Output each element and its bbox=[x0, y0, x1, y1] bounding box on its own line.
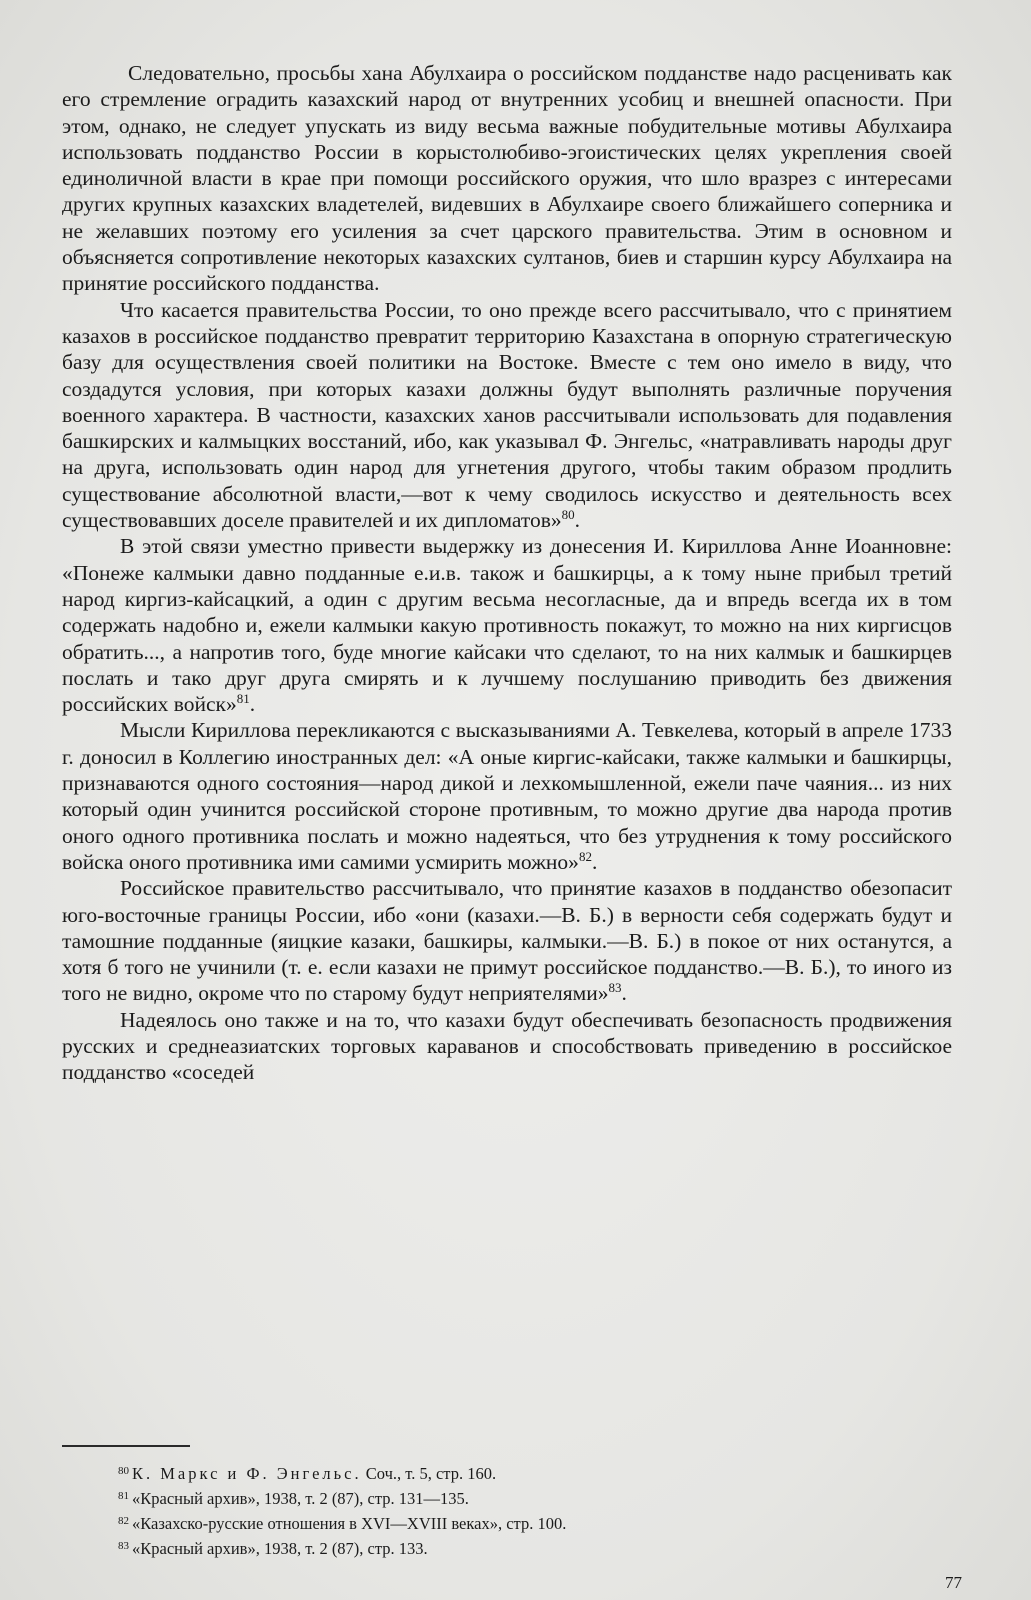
paragraph-4-end: . bbox=[591, 849, 598, 874]
paragraph-2-text: Что касается правительства России, то оно прежде всего рассчитывало, что с принятием казахов в российское подданство превратит территорию Казахстана в опорную стратегическую базу для осуществления своей политики на Востоке. Вместе с тем оно имело в виду, что создадутся условия, при которых казахи должны будут выполнять различные поручения военного характера. В частности, казахских ханов рассчитывали использовать для подавления башкирских и калмыцких восстаний, ибо, как указывал Ф. Энгельс, «натравливать народы друг на друга, использовать один народ для угнетения другого, чтобы таким образом продлить существование абсолютной власти,—вот к чему сводилось искусство и деятельность всех существовавших доселе правителей и их дипломатов» bbox=[62, 297, 952, 533]
paragraph-5-text: Российское правительство рассчитывало, что принятие казахов в подданство обезопасит юго-восточные границы России, ибо «они (казахи.—В. Б.) в верности себя содержать будут и тамошние подданные (яицкие казаки, башкиры, калмыки.—В. Б.) в покое от них останутся, а хотя б того не учинили (т. е. если казахи не примут российское подданство.—В. Б.), то иного из того не видно, окроме что по старому будут неприятелями» bbox=[62, 876, 952, 1006]
paragraph-6 bbox=[62, 1007, 952, 1086]
footnote-text: «Казахско-русские отношения в XVI—XVIII веках», стр. 100. bbox=[132, 1514, 567, 1533]
paragraph-4-text: Мысли Кириллова перекликаются с высказываниями А. Тевкелева, который в апреле 1733 г. доносил в Коллегию иностранных дел: «А оные киргис-кайсаки, также калмыки и башкирцы, признаваются одного состояния—народ дикой и лехкомышленной, ежели паче чаяния... из них который один учинится российской стороне противным, то можно другие два народа против оного одного противника послать и можно надеяться, что без утруднения к тому российского войска оного противника ими самими усмирить можно» bbox=[62, 718, 952, 874]
paragraph-3-text: В этой связи уместно привести выдержку из донесения И. Кириллова Анне Иоанновне: «Понеже калмыки давно подданные е.и.в. також и башкирцы, а к тому ныне прибыл третий народ киргиз-кайсацкий, а один с другим весьма несогласные, да и впредь всегда их в том содержать надобно и, ежели калмыки какую противность покажут, то можно на них киргисцов обратить..., а напротив того, буде многие кайсаки что сделают, то на них калмык и башкирцев послать и тако друг друга смирять и к лучшему послушанию приводить без движения российских войск» bbox=[62, 534, 952, 717]
footnote-number: 82 bbox=[118, 1515, 129, 1527]
main-text bbox=[62, 60, 952, 1086]
paragraph-1 bbox=[62, 60, 952, 297]
paragraph-4 bbox=[62, 717, 952, 875]
paragraph-1-text: Следовательно, просьбы хана Абулхаира о российском подданстве надо расценивать как его стремление оградить казахский народ от внутренних усобиц и внешней опасности. При этом, однако, не следует упускать из виду весьма важные побудительные мотивы Абулхаира использовать подданство России в корыстолюбиво-эгоистических целях укрепления своей единоличной власти в крае при помощи российского оружия, что шло вразрез с интересами других крупных казахских владетелей, видевших в Абулхаире своего ближайшего соперника и не желавших поэтому его усиления за счет царского правительства. Этим в основном и объясняется сопротивление некоторых казахских султанов, биев и старшин курсу Абулхаира на принятие российского подданства. bbox=[62, 61, 952, 296]
footnote-number: 81 bbox=[118, 1490, 129, 1502]
footnote-ref-81: 81 bbox=[236, 691, 250, 707]
footnotes bbox=[118, 1460, 918, 1560]
footnote-ref-80: 80 bbox=[561, 507, 575, 523]
paragraph-6-text: Надеялось оно также и на то, что казахи будут обеспечивать безопасность продвижения русских и среднеазиатских торговых караванов и способствовать приведению в российское подданство «соседей bbox=[62, 1007, 952, 1085]
footnote-separator bbox=[62, 1445, 190, 1447]
paragraph-5-end: . bbox=[621, 981, 627, 1006]
page-number: 77 bbox=[945, 1573, 962, 1592]
footnote-text: «Красный архив», 1938, т. 2 (87), стр. 131—135. bbox=[132, 1489, 469, 1508]
footnote-text: Соч., т. 5, стр. 160. bbox=[365, 1464, 497, 1483]
paragraph-2-end: . bbox=[574, 508, 580, 533]
footnote-number: 80 bbox=[118, 1465, 129, 1477]
footnote-number: 83 bbox=[118, 1540, 129, 1552]
footnote-82 bbox=[118, 1510, 918, 1535]
paragraph-3 bbox=[62, 533, 952, 717]
footnote-ref-82: 82 bbox=[578, 848, 592, 864]
footnote-83 bbox=[118, 1535, 918, 1560]
footnote-text: «Красный архив», 1938, т. 2 (87), стр. 133. bbox=[132, 1539, 428, 1558]
footnote-author: К. Маркс и Ф. Энгельс. bbox=[132, 1464, 362, 1483]
paragraph-5 bbox=[62, 875, 952, 1006]
footnote-ref-83: 83 bbox=[608, 980, 622, 996]
footnote-80 bbox=[118, 1460, 918, 1485]
footnote-81 bbox=[118, 1485, 918, 1510]
paragraph-3-end: . bbox=[249, 692, 256, 717]
paragraph-2 bbox=[62, 297, 952, 534]
